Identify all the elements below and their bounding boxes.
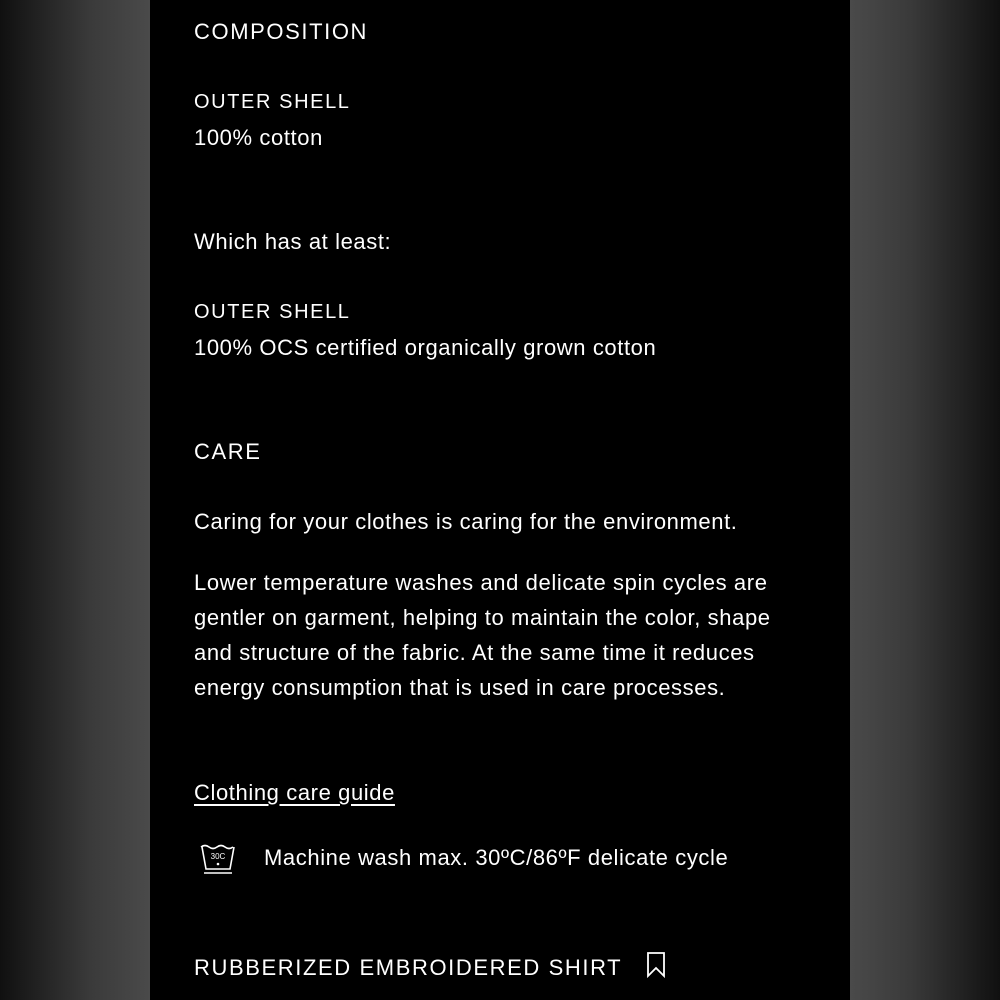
outer-shell-value: 100% cotton — [194, 125, 323, 150]
composition-heading: COMPOSITION — [194, 19, 369, 44]
wash-instruction-text: Machine wash max. 30ºC/86ºF delicate cycle — [264, 845, 729, 870]
background-left — [0, 0, 150, 1000]
product-details-screen — [150, 0, 850, 1000]
care-paragraph: Lower temperature washes and delicate spin cycles are gentler on garment, helping to maintain the color, shape and structure of the fabric. At the same time it reduces energy consumption that is used in care processes. — [194, 570, 771, 700]
care-heading: CARE — [194, 439, 262, 464]
background-right — [850, 0, 1000, 1000]
at-least-intro: Which has at least: — [194, 229, 392, 254]
wash-instruction-row — [194, 838, 728, 878]
certified-outer-shell-value: 100% OCS certified organically grown cotton — [194, 335, 657, 360]
outer-shell-label: OUTER SHELL — [194, 91, 351, 113]
wash-icon-label: 30C — [210, 852, 226, 861]
product-title: RUBBERIZED EMBROIDERED SHIRT — [194, 955, 623, 980]
certified-outer-shell-label: OUTER SHELL — [194, 301, 351, 323]
care-intro: Caring for your clothes is caring for the environment. — [194, 509, 738, 534]
product-title-row — [194, 955, 668, 981]
clothing-care-guide-link[interactable]: Clothing care guide — [194, 780, 395, 805]
wash-tub-icon — [198, 838, 238, 878]
bookmark-icon[interactable] — [644, 951, 668, 979]
